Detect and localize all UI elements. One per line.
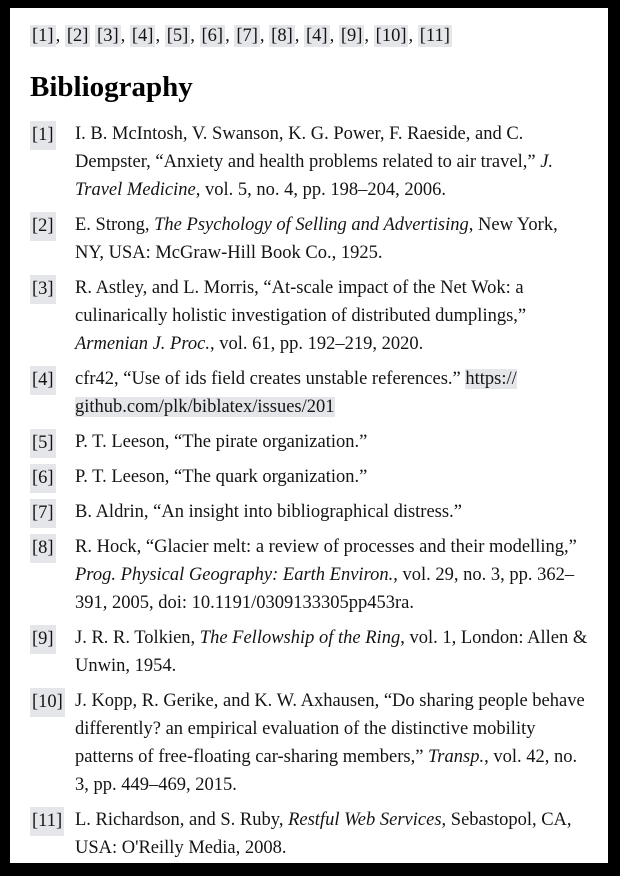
entry-text [75, 124, 553, 200]
entry-label: [1] [30, 121, 56, 150]
entry-text-segment: , vol. 29, no. 3, pp. 362–391, 2005, doi: 10.1191/0309133305pp453ra. [75, 565, 575, 613]
bibliography-entry [30, 687, 588, 799]
entry-label: [7] [30, 499, 56, 528]
entry-text-segment: J. R. R. Tolkien, [75, 628, 200, 648]
entry-title-italic: J. Travel Medicine [75, 152, 554, 200]
entry-text [75, 278, 526, 354]
entry-text [75, 537, 577, 613]
entry-text [75, 467, 367, 487]
bibliography-list [30, 120, 588, 862]
entry-text [75, 432, 367, 452]
entry-title-italic: The Fellowship of the Ring [199, 628, 401, 648]
bibliography-entry [30, 498, 588, 526]
entry-label: [11] [30, 807, 64, 836]
citation-line: [1] , [2] [3] , [4] , [5] , [6] , [7] , [8] , [4] , [9] , [10] , [11] [32, 26, 450, 46]
entry-text [75, 628, 587, 676]
entry-text-segment: cfr42, “Use of ids field creates unstable references.” [75, 369, 466, 389]
entry-text-segment: , vol. 61, pp. 192–219, 2020. [209, 334, 424, 354]
entry-title-italic: Transp. [428, 747, 485, 767]
entry-text-segment: , vol. 42, no. 3, pp. 449–469, 2015. [75, 747, 578, 795]
bibliography-entry [30, 806, 588, 862]
entry-label: [4] [30, 366, 56, 395]
citation-link[interactable]: [10] [375, 26, 407, 46]
entry-text-segment: R. Hock, “Glacier melt: a review of processes and their modelling,” [75, 537, 577, 557]
entry-text-segment: , Sebastopol, CA, USA: O'Reilly Media, 2008. [75, 810, 572, 858]
entry-label: [3] [30, 275, 56, 304]
bibliography-entry [30, 211, 588, 267]
citation-link[interactable]: [8] [271, 26, 293, 46]
entry-title-italic: Restful Web Services [288, 810, 442, 830]
bibliography-heading: Bibliography [30, 71, 193, 103]
citation-link[interactable]: [7] [236, 26, 258, 46]
entry-text-segment: , vol. 1, London: Allen & Unwin, 1954. [75, 628, 588, 676]
bibliography-entry [30, 428, 588, 456]
entry-label: [6] [30, 464, 56, 493]
entry-label: [5] [30, 429, 56, 458]
document-page [10, 8, 608, 863]
entry-text [75, 810, 572, 858]
entry-text-segment: , vol. 5, no. 4, pp. 198–204, 2006. [195, 180, 446, 200]
entry-text [75, 502, 462, 522]
entry-text-segment: I. B. McIntosh, V. Swanson, K. G. Power, F. Raeside, and C. Dempster, “Anxiety and health problems related to air travel,” [75, 124, 541, 172]
citation-link[interactable]: [11] [419, 26, 450, 46]
entry-text [75, 215, 558, 263]
citation-link[interactable]: [4] [131, 26, 154, 46]
entry-url-link[interactable]: https://​github.com/plk/biblatex/issues/201 [75, 369, 517, 417]
bibliography-entry [30, 365, 588, 421]
entry-title-italic: The Psychology of Selling and Advertising [154, 215, 469, 235]
entry-text [75, 369, 517, 417]
entry-text-segment: R. Astley, and L. Morris, “At-scale impact of the Net Wok: a culinarically holistic investigation of distributed dumplings,” [75, 278, 527, 326]
citation-link[interactable]: [1] [32, 26, 54, 46]
entry-label: [2] [30, 212, 56, 241]
entry-text-segment: P. T. Leeson, “The pirate organization.” [75, 432, 368, 452]
entry-text-segment: , New York, NY, USA: McGraw-Hill Book Co., 1925. [75, 215, 558, 263]
entry-text [75, 691, 585, 795]
entry-title-italic: Prog. Physical Geography: Earth Environ. [75, 565, 394, 585]
entry-text-segment: L. Richardson, and S. Ruby, [75, 810, 289, 830]
citation-link[interactable]: [3] [97, 26, 119, 46]
bibliography-entry [30, 533, 588, 617]
citation-link[interactable]: [4] [306, 26, 328, 46]
bibliography-entry [30, 274, 588, 358]
entry-label: [10] [30, 688, 65, 717]
entry-text-segment: J. Kopp, R. Gerike, and K. W. Axhausen, “Do sharing people behave differently? an empirical evaluation of the distinctive mobility patterns of free-floating car-sharing members,” [75, 691, 585, 767]
citation-link[interactable]: [9] [340, 26, 363, 46]
bibliography-entry [30, 120, 588, 204]
bibliography-entry [30, 624, 588, 680]
entry-text-segment: B. Aldrin, “An insight into bibliographical distress.” [75, 502, 462, 522]
entry-label: [9] [30, 625, 56, 654]
citation-link[interactable]: [6] [201, 26, 224, 46]
entry-label: [8] [30, 534, 56, 563]
bibliography-entry [30, 463, 588, 491]
entry-text-segment: P. T. Leeson, “The quark organization.” [75, 467, 368, 487]
citation-link[interactable]: [2] [66, 26, 89, 46]
entry-title-italic: Armenian J. Proc. [75, 334, 210, 354]
citation-link[interactable]: [5] [166, 26, 189, 46]
entry-text-segment: E. Strong, [75, 215, 155, 235]
